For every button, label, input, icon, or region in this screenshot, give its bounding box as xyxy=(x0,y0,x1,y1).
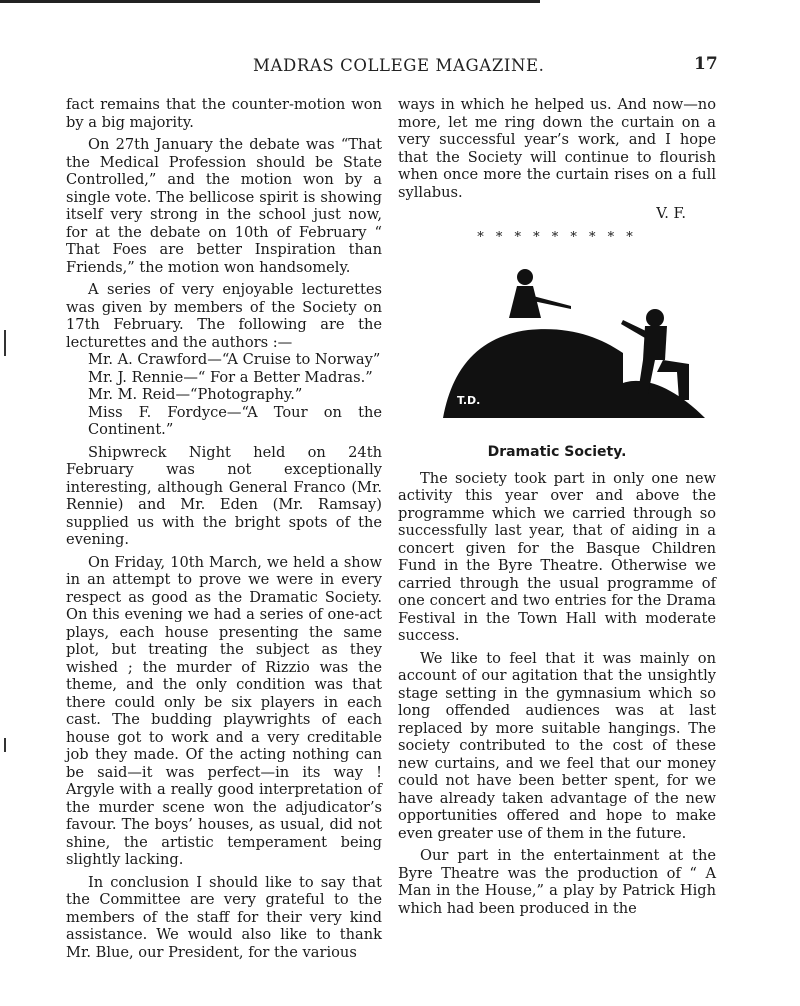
paragraph: On Friday, 10th March, we held a show in an attempt to prove we were in every respect as good as the Dramatic Society. On this evening we had a series of one-act plays, each house presenting the same plot, but treating the subject as they wished ; the murder of Rizzio was the theme, and the only condition was that there could only be six players in each cast. The budding playwrights of each house got to work and a very creditable job they made. Of the acting nothing can be said—it was perfect—in its way ! Argyle with a really good interpretation of the murder scene won the adjudicator’s favour. The boys’ houses, as usual, did not shine, the artistic temperament being slightly lacking. xyxy=(66,553,382,868)
paragraph: We like to feel that it was mainly on account of our agitation that the unsightly stage setting in the gymnasium which so long offended audiences was at last replaced by more suitable hangings. The society contributed to the cost of these new curtains, and we feel that our money could not have been better spent, for we have already taken advantage of the new opportunities offered and hope to make even greater use of them in the future. xyxy=(398,649,716,842)
paragraph: fact remains that the counter-motion won by a big majority. xyxy=(66,96,382,131)
list-item: Mr. J. Rennie—“ For a Better Madras.” xyxy=(88,368,373,386)
margin-mark xyxy=(4,330,6,356)
paragraph: Shipwreck Night held on 24th February was not exceptionally interesting, although General Franco (Mr. Rennie) and Mr. Eden (Mr. Ramsay) supplied us with the bright spots of the evening. xyxy=(66,443,382,548)
list-item: Miss F. Fordyce—“A Tour on the Continent.” xyxy=(88,403,382,438)
paragraph: The society took part in only one new activity this year over and above the programme which we carried through so successfully last year, that of aiding in a concert given for the Basque Children Fund in the Byre Theatre. Otherwise we carried through the usual programme of one concert and two entries for the Drama Festival in the Town Hall with moderate success. xyxy=(398,469,716,644)
right-column xyxy=(398,96,716,917)
illustration-initials: T.D. xyxy=(457,394,481,407)
separator: * * * * * * * * * xyxy=(477,229,637,245)
paragraph: In conclusion I should like to say that the Committee are very grateful to the members of the staff for their very kind assistance. We would also like to thank Mr. Blue, our President, for the various xyxy=(66,873,382,961)
paragraph: Our part in the entertainment at the Byre Theatre was the production of “ A Man in the House,” a play by Patrick High which had been produced in the xyxy=(398,847,716,917)
paragraph: ways in which he helped us. And now—no more, let me ring down the curtain on a very successful year’s work, and I hope that the Society will continue to flourish when once more the curtain rises on a full syllabus. xyxy=(398,96,716,201)
paragraph: A series of very enjoyable lecturettes was given by members of the Society on 17th February. The following are the lecturettes and the authors :— xyxy=(66,281,382,351)
margin-mark xyxy=(4,738,6,752)
lecturette-list xyxy=(66,351,382,439)
paragraph: On 27th January the debate was “That the Medical Profession should be State Controlled,” and the motion won by a single vote. The bellicose spirit is showing itself very strong in the school just now, for at the debate on 10th of February “ That Foes are better Inspiration than Friends,” the motion won handsomely. xyxy=(66,136,382,276)
list-item: Mr. A. Crawford—“A Cruise to Norway” xyxy=(88,351,381,368)
signature: V. F. xyxy=(656,205,686,222)
section-heading: Dramatic Society. xyxy=(487,444,627,460)
list-item: Mr. M. Reid—“Photography.” xyxy=(88,386,303,403)
left-column xyxy=(66,96,382,961)
page-number: 17 xyxy=(694,54,718,74)
top-rule xyxy=(0,0,540,3)
running-header: MADRAS COLLEGE MAGAZINE. xyxy=(253,56,545,75)
silhouette-illustration xyxy=(443,268,705,420)
